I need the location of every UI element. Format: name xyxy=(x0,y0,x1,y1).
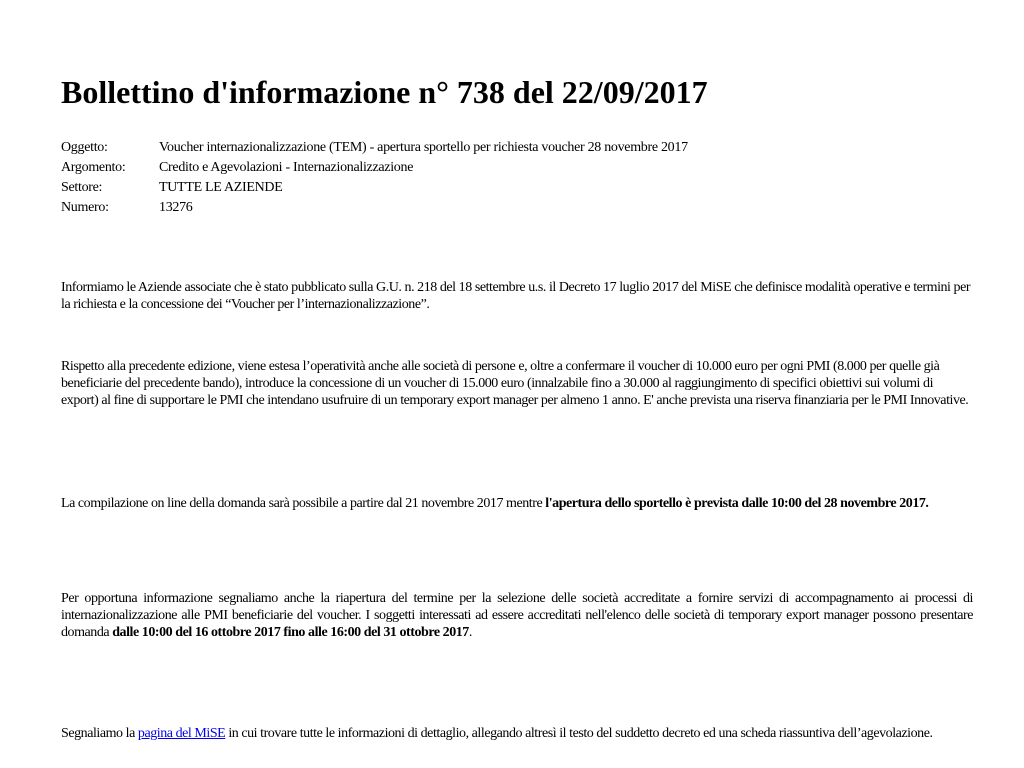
meta-row-settore xyxy=(61,178,688,198)
paragraph-accreditation xyxy=(61,590,973,641)
paragraph-intro: Informiamo le Aziende associate che è stato pubblicato sulla G.U. n. 218 del 18 settembre u.s. il Decreto 17 luglio 2017 del MiSE che definisce modalità operative e termini per la richiesta e la concessione dei “Voucher per l’internazionalizzazione”. xyxy=(61,280,971,312)
paragraph-details: Rispetto alla precedente edizione, viene estesa l’operatività anche alle società di persone e, oltre a confermare il voucher di 10.000 euro per ogni PMI (8.000 per quelle già beneficiarie del precedente bando), introduce la concessione di un voucher di 15.000 euro (innalzabile fino a 30.000 al raggiungimento di specifici obiettivi sui volumi di export) al fine di supportare le PMI che intendano usufruire di un temporary export manager per almeno 1 anno. E' anche prevista una riserva finanziaria per le PMI Innovative. xyxy=(61,359,969,408)
paragraph-text: Segnaliamo la xyxy=(61,726,138,741)
meta-row-numero xyxy=(61,198,688,218)
paragraph-text: in cui trovare tutte le informazioni di dettaglio, allegando altresì il testo del suddetto decreto ed una scheda riassuntiva dell’agevolazione. xyxy=(225,726,933,741)
meta-value: Voucher internazionalizzazione (TEM) - apertura sportello per richiesta voucher 28 novembre 2017 xyxy=(159,140,688,155)
highlight-accreditation-window: dalle 10:00 del 16 ottobre 2017 fino alle 16:00 del 31 ottobre 2017 xyxy=(112,625,469,640)
page-title: Bollettino d'informazione n° 738 del 22/09/2017 xyxy=(61,74,708,110)
meta-label: Settore: xyxy=(61,180,103,195)
meta-row-argomento xyxy=(61,158,688,178)
meta-value: TUTTE LE AZIENDE xyxy=(159,180,283,195)
paragraph-end: . xyxy=(468,625,472,640)
meta-label: Argomento: xyxy=(61,160,126,175)
highlight-opening-date: l'apertura dello sportello è prevista dalle 10:00 del 28 novembre 2017. xyxy=(545,496,929,511)
paragraph-link xyxy=(61,725,973,742)
bulletin-metadata xyxy=(61,138,688,218)
paragraph-dates xyxy=(61,495,973,512)
meta-label: Numero: xyxy=(61,200,109,215)
paragraph-text: Per opportuna informazione segnaliamo anche la riapertura del termine per la selezione delle società accreditate a fornire servizi di accompagnamento ai processi di internazionalizzazione alle PMI beneficiarie del voucher. I soggetti interessati ad essere accreditati nell'elenco delle società di temporary export manager possono presentare domanda xyxy=(61,591,973,640)
mise-page-link[interactable]: pagina del MiSE xyxy=(137,726,226,741)
paragraph-text: La compilazione on line della domanda sarà possibile a partire dal 21 novembre 2017 mentre xyxy=(61,496,546,511)
meta-label: Oggetto: xyxy=(61,140,108,155)
meta-value: 13276 xyxy=(159,200,193,215)
meta-value: Credito e Agevolazioni - Internazionalizzazione xyxy=(159,160,414,175)
meta-row-oggetto xyxy=(61,138,688,158)
